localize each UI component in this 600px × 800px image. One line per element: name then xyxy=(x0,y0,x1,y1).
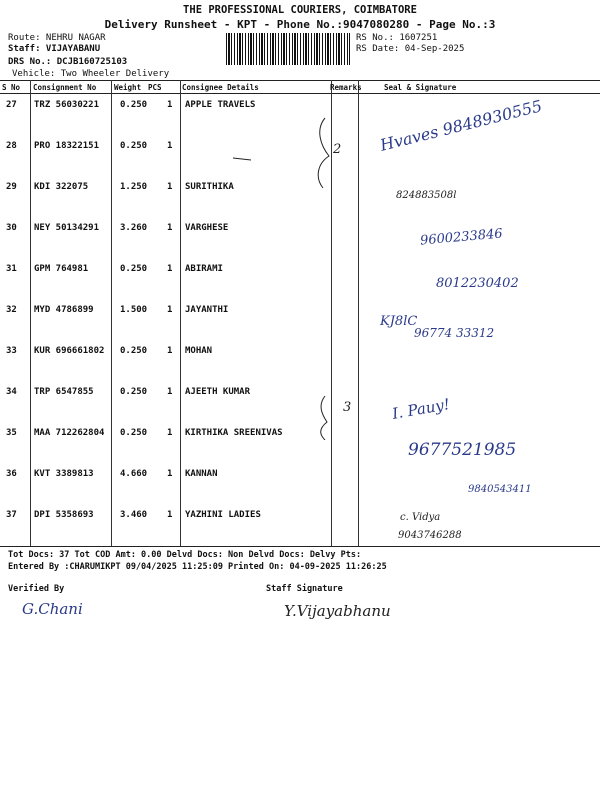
signature-row-34: I. Pauy! xyxy=(390,395,452,423)
row-weight: 1.250 xyxy=(120,182,148,192)
drs-label: DRS No.: DCJB160725103 xyxy=(8,57,128,67)
row-weight: 0.250 xyxy=(120,428,148,438)
verifier-signature: G.Chani xyxy=(22,600,83,618)
table-bottom-border xyxy=(0,546,600,547)
row-pcs: 1 xyxy=(167,510,173,520)
remark-handwritten: 2 xyxy=(333,142,342,157)
runsheet-subtitle: Delivery Runsheet - KPT - Phone No.:9047080280 - Page No.:3 xyxy=(104,18,496,31)
col-header-weight: Weight xyxy=(114,83,142,92)
row-consignee: APPLE TRAVELS xyxy=(185,100,256,110)
col-header-consignee: Consignee Details xyxy=(182,83,259,92)
row-weight: 0.250 xyxy=(120,264,148,274)
row-consignee: KANNAN xyxy=(185,469,218,479)
row-sno: 30 xyxy=(6,223,17,233)
row-consignee: MOHAN xyxy=(185,346,213,356)
row-pcs: 1 xyxy=(167,100,173,110)
remark-handwritten: 3 xyxy=(343,400,352,415)
rs-number: RS No.: 1607251 xyxy=(356,33,438,43)
rs-date: RS Date: 04-Sep-2025 xyxy=(356,44,465,54)
entered-by-line: Entered By :CHARUMIKPT 09/04/2025 11:25:09 Printed On: 04-09-2025 11:26:25 xyxy=(8,562,387,572)
barcode-image xyxy=(226,33,350,65)
row-consignment-no: PRO 18322151 xyxy=(34,141,100,151)
verified-by-label: Verified By xyxy=(8,584,65,594)
row-pcs: 1 xyxy=(167,387,173,397)
row-weight: 0.250 xyxy=(120,100,148,110)
row-sno: 34 xyxy=(6,387,17,397)
row-sno: 33 xyxy=(6,346,17,356)
row-weight: 1.500 xyxy=(120,305,148,315)
row-consignment-no: TRP 6547855 xyxy=(34,387,94,397)
row-sno: 31 xyxy=(6,264,17,274)
row-consignee: YAZHINI LADIES xyxy=(185,510,261,520)
row-sno: 29 xyxy=(6,182,17,192)
col-header-consignment: Consignment No xyxy=(33,83,97,92)
remarks-scribbles xyxy=(225,100,365,440)
row-consignment-no: TRZ 56030221 xyxy=(34,100,100,110)
row-pcs: 1 xyxy=(167,428,173,438)
row-consignee: JAYANTHI xyxy=(185,305,229,315)
row-pcs: 1 xyxy=(167,469,173,479)
row-consignment-no: DPI 5358693 xyxy=(34,510,94,520)
signature-row-27: Hvaves 9848930555 xyxy=(378,96,544,155)
route-label: Route: NEHRU NAGAR xyxy=(8,33,106,43)
signature-row-36: 9840543411 xyxy=(468,484,532,495)
signature-row-30: 9600233846 xyxy=(419,226,504,249)
row-sno: 32 xyxy=(6,305,17,315)
row-consignment-no: MYD 4786899 xyxy=(34,305,94,315)
row-sno: 28 xyxy=(6,141,17,151)
row-sno: 36 xyxy=(6,469,17,479)
signature-row-32-phone: 96774 33312 xyxy=(414,326,495,340)
row-consignment-no: NEY 50134291 xyxy=(34,223,100,233)
signature-row-37: c. Vidya xyxy=(400,512,441,523)
row-weight: 0.250 xyxy=(120,141,148,151)
company-title: THE PROFESSIONAL COURIERS, COIMBATORE xyxy=(183,4,417,16)
col-header-sno: S No xyxy=(2,83,21,92)
row-sno: 37 xyxy=(6,510,17,520)
totals-line: Tot Docs: 37 Tot COD Amt: 0.00 Delvd Docs: Non Delvd Docs: Delvy Pts: xyxy=(8,550,362,560)
row-consignment-no: KDI 322075 xyxy=(34,182,89,192)
vehicle-label: Vehicle: Two Wheeler Delivery xyxy=(12,69,170,79)
staff-label: Staff: VIJAYABANU xyxy=(8,44,101,54)
signature-row-31: 8012230402 xyxy=(436,276,519,291)
row-consignee: SURITHIKA xyxy=(185,182,234,192)
row-consignee: AJEETH KUMAR xyxy=(185,387,251,397)
row-pcs: 1 xyxy=(167,223,173,233)
row-pcs: 1 xyxy=(167,346,173,356)
staff-signature: Y.Vijayabhanu xyxy=(284,602,391,620)
row-weight: 0.250 xyxy=(120,346,148,356)
table-top-border xyxy=(0,80,600,81)
row-weight: 0.250 xyxy=(120,387,148,397)
row-consignee: ABIRAMI xyxy=(185,264,223,274)
col-header-remarks: Remarks xyxy=(330,83,362,92)
col-header-pcs: PCS xyxy=(148,83,162,92)
brace-mark xyxy=(318,118,329,188)
row-pcs: 1 xyxy=(167,141,173,151)
row-consignment-no: KUR 696661802 xyxy=(34,346,105,356)
row-consignment-no: KVT 3389813 xyxy=(34,469,94,479)
staff-signature-label: Staff Signature xyxy=(266,584,343,594)
row-pcs: 1 xyxy=(167,182,173,192)
row-sno: 27 xyxy=(6,100,17,110)
table-row xyxy=(0,503,600,544)
row-pcs: 1 xyxy=(167,264,173,274)
dash-mark xyxy=(233,158,251,160)
row-consignment-no: GPM 764981 xyxy=(34,264,89,274)
row-consignee: VARGHESE xyxy=(185,223,229,233)
row-weight: 4.660 xyxy=(120,469,148,479)
brace-mark xyxy=(321,396,327,440)
row-sno: 35 xyxy=(6,428,17,438)
signature-row-35: 9677521985 xyxy=(408,440,517,460)
signature-row-37-phone: 9043746288 xyxy=(398,530,462,541)
signature-row-29: 824883508l xyxy=(396,190,457,201)
signature-row-32: KJ8lC xyxy=(380,314,418,329)
table-row xyxy=(0,462,600,503)
row-weight: 3.260 xyxy=(120,223,148,233)
row-consignee: KIRTHIKA SREENIVAS xyxy=(185,428,283,438)
row-weight: 3.460 xyxy=(120,510,148,520)
row-pcs: 1 xyxy=(167,305,173,315)
col-header-seal-signature: Seal & Signature xyxy=(384,83,457,92)
row-consignment-no: MAA 712262804 xyxy=(34,428,105,438)
